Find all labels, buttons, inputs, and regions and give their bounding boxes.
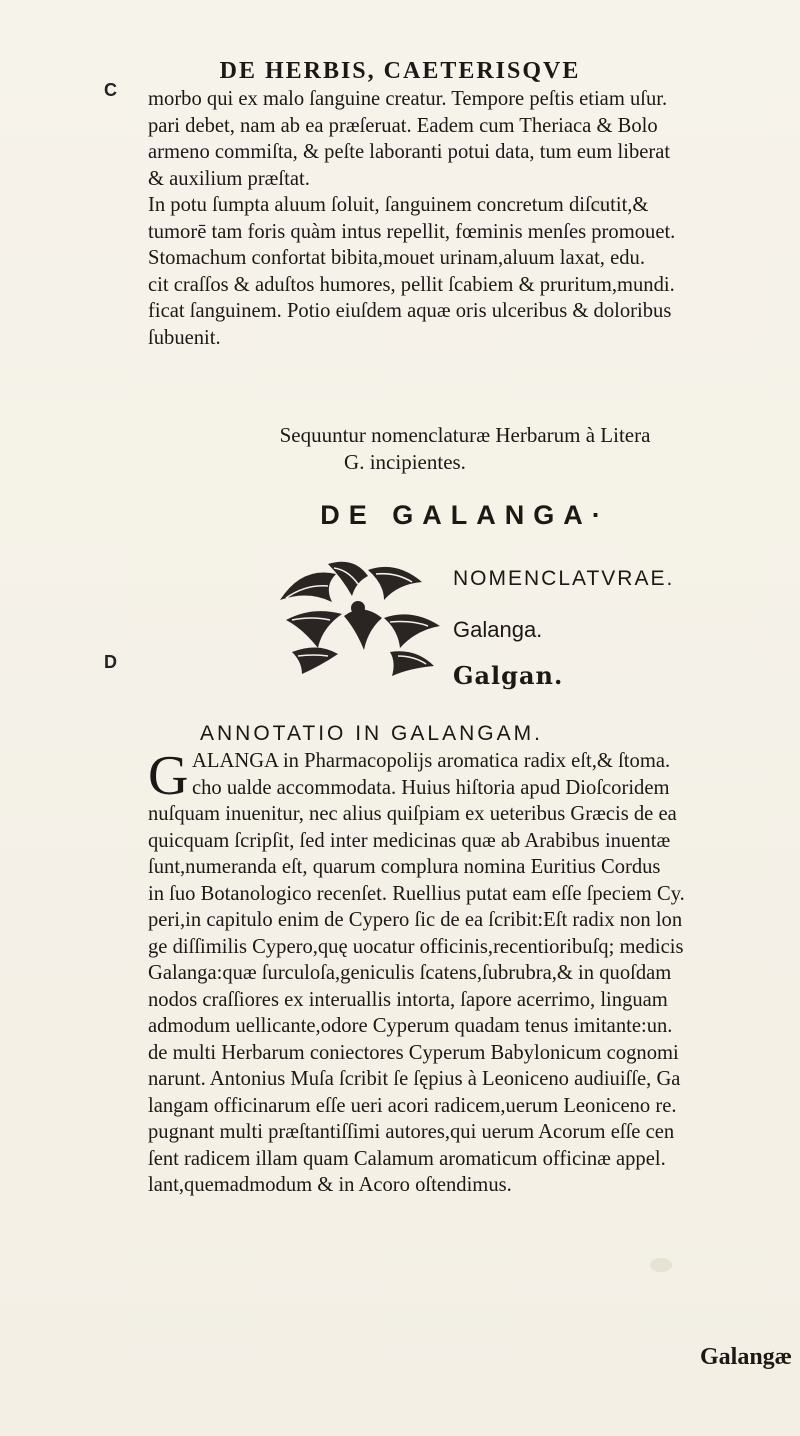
drop-cap: G: [148, 745, 189, 807]
text-line: de multi Herbarum coniectores Cyperum Babylonicum cognomi: [148, 1041, 679, 1064]
text-line: ſent radicem illam quam Calamum aromaticum officinæ appel.: [148, 1147, 666, 1170]
sequuntur-line: G. incipientes.: [344, 450, 466, 474]
margin-letter-d: D: [104, 652, 117, 672]
text-line: armeno commiſta, & peſte laboranti potui data, tum eum liberat: [148, 141, 671, 163]
latin-name: Galanga.: [453, 617, 543, 642]
text-line: langam officinarum eſſe ueri acori radicem,uerum Leoniceno re.: [148, 1094, 677, 1117]
sequuntur-heading: [148, 422, 782, 476]
text-line: ALANGA in Pharmacopolijs aromatica radix eſt,& ſtoma.: [192, 750, 671, 772]
floral-vignette-icon: [272, 556, 444, 678]
text-line: & auxilium præſtat.: [148, 167, 310, 190]
annotatio-paragraph: [148, 745, 782, 1199]
running-head: DE HERBIS, CAETERISQVE: [219, 58, 581, 84]
text-line: pari debet, nam ab ea præſeruat. Eadem cum Theriaca & Bolo: [148, 114, 658, 137]
text-line: ſubuenit.: [148, 326, 221, 349]
text-line: cho ualde accommodata. Huius hiſtoria apud Dioſcoridem: [192, 776, 670, 799]
text-line: cit craſſos & aduſtos humores, pellit ſcabiem & pruritum,mundi.: [148, 273, 675, 296]
text-line: quicquam ſcripſit, ſed inter medicinas quæ ab Arabibus inuentæ: [148, 829, 671, 852]
text-line: Galanga:quæ ſurculoſa,geniculis ſcatens,ſubrubra,& in quoſdam: [148, 962, 672, 984]
text-line: narunt. Antonius Muſa ſcribit ſe ſępius à Leoniceno audiuiſſe, Ga: [148, 1068, 681, 1090]
text-line: tumorē tam foris quàm intus repellit, fœminis menſes promouet.: [148, 220, 676, 243]
text-line: pugnant multi præſtantiſſimi autores,qui uerum Acorum eſſe cen: [148, 1121, 675, 1143]
sequuntur-line: Sequuntur nomenclaturæ Herbarum à Litera: [279, 423, 651, 447]
section-title: DE GALANGA·: [320, 500, 610, 530]
nomenclature-heading: NOMENCLATVRAE.: [453, 567, 675, 590]
text-line: lant,quemadmodum & in Acoro oſtendimus.: [148, 1174, 512, 1196]
text-line: nuſquam inuenitur, nec alius quiſpiam ex ueteribus Græcis de ea: [148, 803, 677, 825]
text-line: ge diſſimilis Cypero,quę uocatur officinis,recentioribuſq; medicis: [148, 935, 684, 958]
text-line: Stomachum confortat bibita,mouet urinam,aluum laxat, edu.: [148, 247, 645, 269]
text-line: In potu ſumpta aluum ſoluit, ſanguinem concretum diſcutit,&: [148, 194, 649, 216]
annotatio-heading: ANNOTATIO IN GALANGAM.: [200, 722, 543, 745]
margin-letter-c: C: [104, 80, 117, 100]
german-name: Galgan.: [453, 661, 564, 690]
text-line: admodum uellicante,odore Cyperum quadam tenus imitante:un.: [148, 1015, 673, 1037]
catchword: Galangæ: [700, 1344, 793, 1370]
text-line: nodos craſſiores ex interuallis intorta, ſapore acerrimo, linguam: [148, 988, 668, 1011]
text-line: in ſuo Botanologico recenſet. Ruellius putat eam eſſe ſpeciem Cy.: [148, 882, 685, 905]
text-line: ficat ſanguinem. Potio eiuſdem aquæ oris ulceribus & doloribus: [148, 300, 672, 322]
text-line: peri,in capitulo enim de Cypero ſic de ea ſcribit:Eſt radix non lon: [148, 909, 683, 931]
top-paragraph: [148, 86, 782, 351]
text-line: morbo qui ex malo ſanguine creatur. Tempore peſtis etiam uſur.: [148, 88, 668, 110]
text-line: ſunt,numeranda eſt, quarum complura nomina Euritius Cordus: [148, 856, 661, 878]
